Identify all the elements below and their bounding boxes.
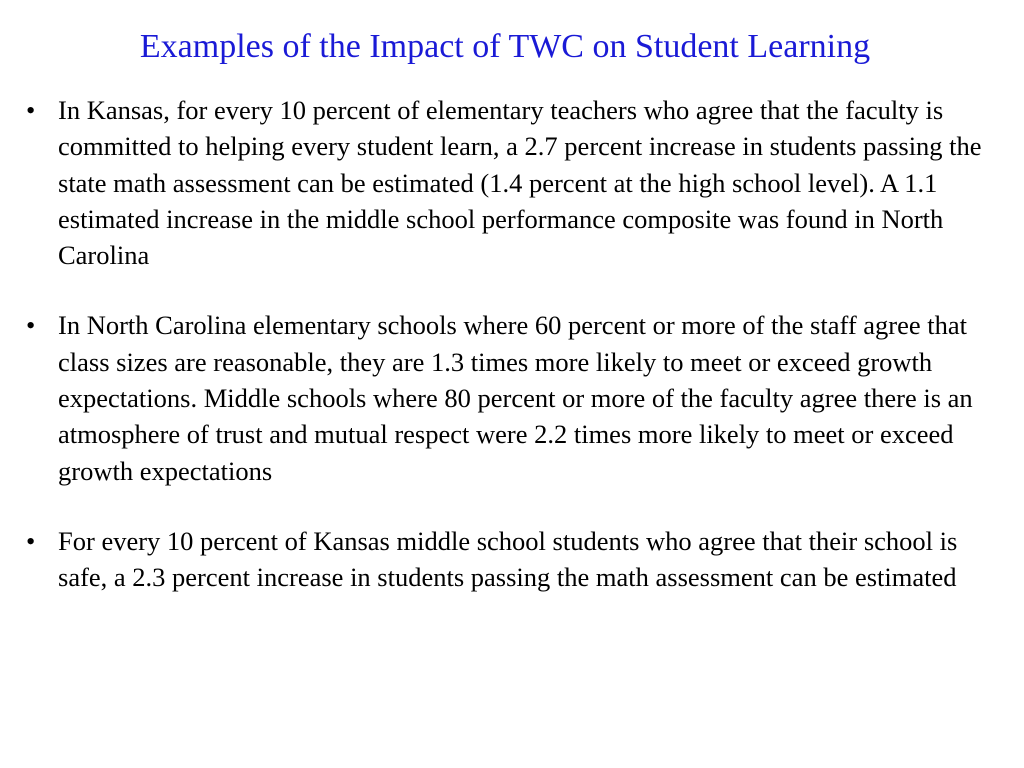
bullet-text: For every 10 percent of Kansas middle school students who agree that their school is safe, a 2.3 percent increase in students passing the math assessment can be estimated	[58, 525, 958, 593]
bullet-text: In Kansas, for every 10 percent of elementary teachers who agree that the faculty is committed to helping every student learn, a 2.7 percent increase in students passing the state math assessment can be estimated (1.4 percent at the high school level). A 1.1 estimated increase in the middle school performance composite was found in North Carolina	[58, 95, 982, 271]
bullet-text: In North Carolina elementary schools where 60 percent or more of the staff agree that class sizes are reasonable, they are 1.3 times more likely to meet or exceed growth expectations. Middle schools where 80 percent or more of the faculty agree there is an atmosphere of trust and mutual respect were 2.2 times more likely to meet or exceed growth expectations	[58, 310, 973, 486]
bullet-item-kansas-elementary	[0, 92, 1000, 273]
bullet-point-icon: •	[26, 525, 36, 556]
bullet-list	[0, 92, 1000, 596]
bullet-item-kansas-middle-school	[0, 523, 1000, 596]
slide-title: Examples of the Impact of TWC on Student Learning	[139, 28, 871, 65]
bullet-point-icon: •	[26, 310, 36, 341]
bullet-point-icon: •	[26, 95, 36, 125]
bullet-item-north-carolina	[0, 307, 1000, 488]
